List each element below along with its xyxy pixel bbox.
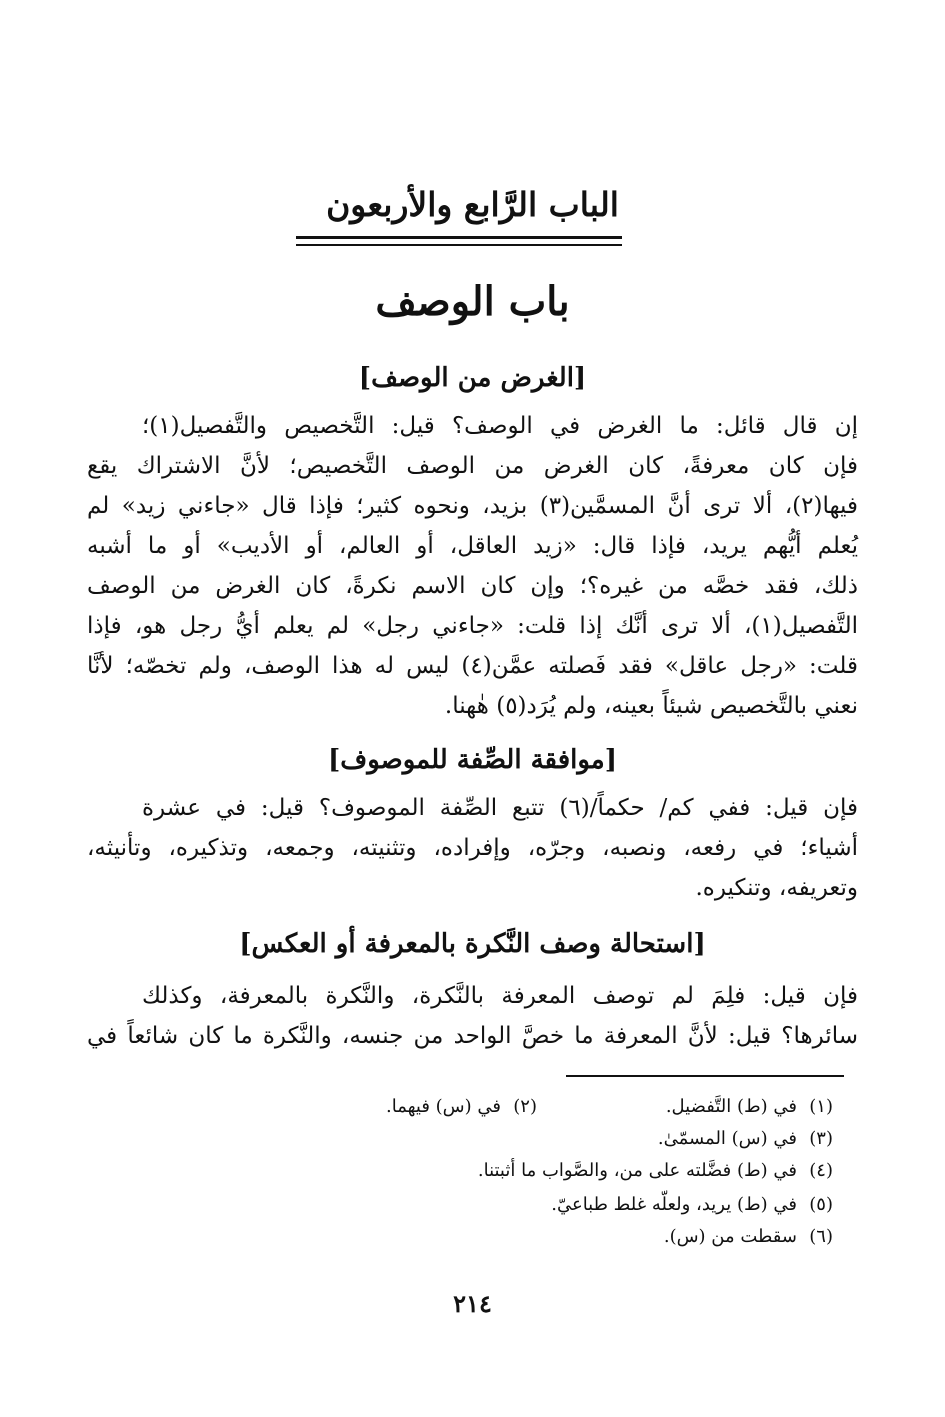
footnote	[666, 1092, 833, 1122]
title-rule-top	[296, 236, 622, 239]
paragraph-line: نعني بالتَّخصيص شيئاً بعينه، ولم يُرَد(٥) هٰهنا.	[444, 693, 858, 719]
footnote-number: (٣)	[809, 1128, 833, 1149]
footnote	[386, 1092, 537, 1122]
title-rule-bottom	[296, 244, 622, 246]
footnote-text: في (س) فيهما.	[385, 1096, 501, 1117]
footnote-text: في (س) المسمّىٰ.	[657, 1128, 797, 1149]
paragraph-line: فيها(٢)، ألا ترى أنَّ المسمَّين(٣) بزيد، ونحوه كثير؛ فإذا قال «جاءني زيد» لم	[87, 493, 858, 519]
footnote-text: في (ط) فضَّلته على من، والصَّواب ما أثبتنا.	[477, 1160, 797, 1181]
footnote-number: (٢)	[513, 1096, 537, 1117]
paragraph-line: التَّفصيل(١)، ألا ترى أنَّك إذا قلت: «جاءني رجل» لم يعلم أيُّ رجل هو، فإذا	[87, 613, 858, 639]
page-number: ٢١٤	[453, 1289, 492, 1318]
paragraph-line: فإن قيل: فلِمَ لم توصف المعرفة بالنَّكرة، والنَّكرة بالمعرفة، وكذلك	[142, 983, 858, 1009]
subheading-indefinite-definite: [استحالة وصف النَّكرة بالمعرفة أو العكس]	[239, 929, 706, 959]
paragraph-line: فإن كان معرفةً، كان الغرض من الوصف التَّخصيص؛ لأنَّ الاشتراك يقع	[87, 453, 858, 479]
footnote-separator	[566, 1075, 844, 1077]
footnote-number: (٦)	[809, 1226, 833, 1247]
paragraph-line: فإن قيل: ففي كم/ حكماً/(٦) تتبع الصِّفة الموصوف؟ قيل: في عشرة	[142, 795, 858, 821]
footnote	[551, 1190, 833, 1220]
subheading-purpose-of-description: [الغرض من الوصف]	[358, 363, 587, 393]
footnote	[658, 1124, 833, 1154]
footnote-text: سقطت من (س).	[663, 1226, 797, 1247]
chapter-title: الباب الرَّابع والأربعون	[326, 185, 619, 224]
footnote-text: في (ط) التَّفضيل.	[665, 1096, 797, 1117]
footnote	[664, 1222, 833, 1252]
footnote-number: (٥)	[809, 1194, 833, 1215]
paragraph-line: قلت: «رجل عاقل» فقد فَصلته عمَّن(٤) ليس له هذا الوصف، ولم تخصّه؛ لأنَّا	[87, 653, 858, 679]
footnote-number: (١)	[809, 1096, 833, 1117]
footnote-text: في (ط) يريد، ولعلّه غلط طباعيّ.	[551, 1194, 797, 1215]
paragraph-line: ذلك، فقد خصَّه من غيره؟؛ وإن كان الاسم نكرةً، كان الغرض من الوصف	[87, 573, 858, 599]
footnote-number: (٤)	[809, 1160, 833, 1181]
paragraph-line: وتعريفه، وتنكيره.	[695, 875, 858, 901]
subheading-adjective-agreement: [موافقة الصِّفة للموصوف]	[327, 745, 618, 775]
paragraph-line: يُعلم أيُّهم يريد، فإذا قال: «زيد العاقل، أو العالم، أو الأديب» أو ما أشبه	[87, 533, 858, 559]
section-title: باب الوصف	[375, 278, 570, 325]
paragraph-line: أشياء؛ في رفعه، ونصبه، وجرّه، وإفراده، وتثنيته، وجمعه، وتذكيره، وتأنيثه،	[87, 835, 858, 861]
paragraph-line: إن قال قائل: ما الغرض في الوصف؟ قيل: التَّخصيص والتَّفصيل(١)؛	[142, 413, 858, 439]
paragraph-line: سائرها؟ قيل: لأنَّ المعرفة ما خصَّ الواحد من جنسه، والنَّكرة ما كان شائعاً في	[87, 1023, 858, 1049]
footnote	[478, 1156, 833, 1186]
